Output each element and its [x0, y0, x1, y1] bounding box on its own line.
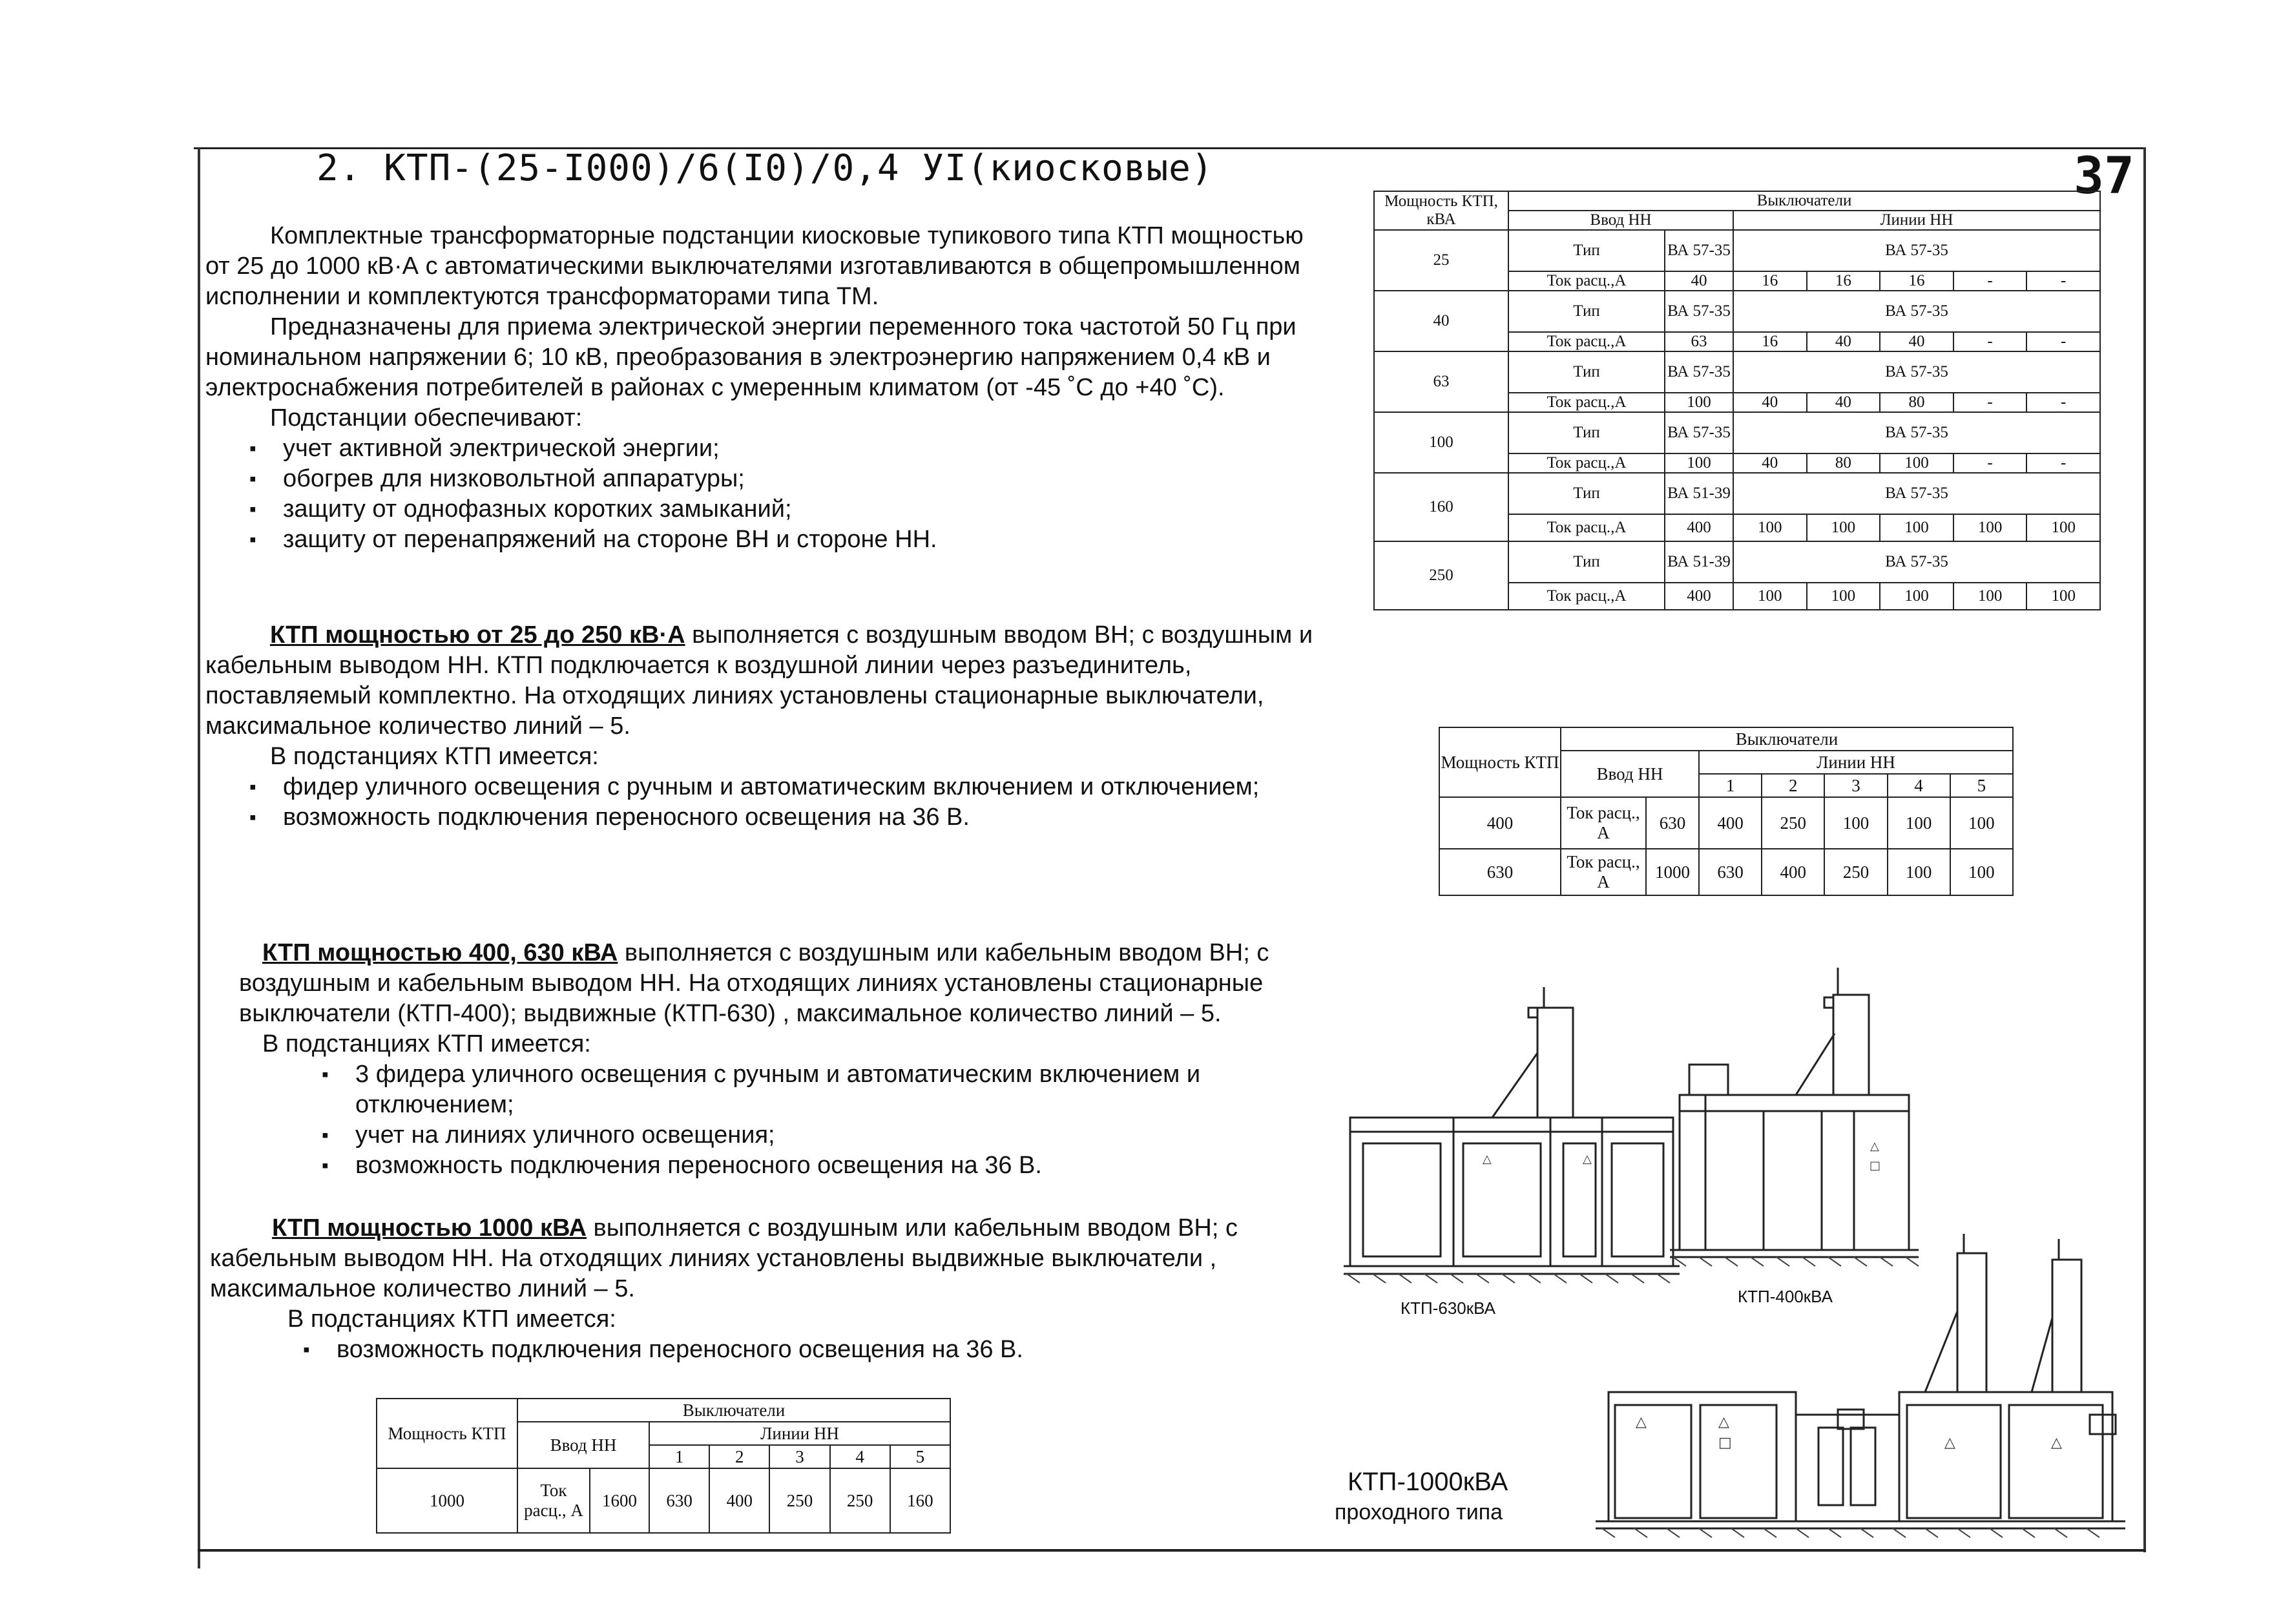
table-cell-line-number: 2 [1762, 774, 1824, 797]
table-cell: ВА 57-35 [1733, 412, 2100, 453]
table-cell: 100 [1665, 393, 1733, 412]
table-cell-power: 25 [1374, 230, 1508, 291]
table-cell: 100 [1733, 583, 1807, 610]
table-cell: 630 [649, 1468, 709, 1533]
section-400-630 [239, 938, 1298, 1181]
table-cell: 16 [1807, 271, 1880, 291]
table-cell: 40 [1733, 453, 1807, 473]
section-bullet-list [278, 1059, 1298, 1181]
table-cell-power: 40 [1374, 291, 1508, 351]
table-cell-label: Тип [1508, 291, 1665, 332]
table-cell-label: Ток расц.,А [1508, 583, 1665, 610]
table-cell: 80 [1880, 393, 1953, 412]
intro-paragraph-2: Предназначены для приема электрической энергии переменного тока частотой 50 Гц при номинальном напряжении 6; 10 кВ, преобразования в электроэнергию напряжением 0,4 кВ и электроснабжения потребителей в районах с умеренным климатом (от -45 ˚С до +40 ˚С). [205, 313, 1297, 401]
section-heading: КТП мощностью 1000 кВА [272, 1214, 587, 1242]
table-cell: 40 [1807, 332, 1880, 351]
caption-ktp-400: КТП-400кВА [1738, 1287, 1833, 1306]
table-cell-power: 1000 [377, 1468, 517, 1533]
table-cell-power: 630 [1439, 849, 1561, 895]
table-cell: - [1953, 453, 2027, 473]
table-cell: 630 [1699, 849, 1762, 895]
section-subheading: В подстанциях КТП имеется: [270, 743, 599, 770]
header-switches: Выключатели [1561, 727, 2013, 751]
table-cell-label: Ток расц.,А [1508, 514, 1665, 541]
table-cell: ВА 57-35 [1733, 291, 2100, 332]
frame-left-line [198, 147, 200, 1568]
table-cell-label: Тип [1508, 351, 1665, 393]
table-cell-line-number: 4 [830, 1445, 890, 1468]
table-cell: 400 [1665, 583, 1733, 610]
table-cell: - [1953, 393, 2027, 412]
section-text: выполняется с воздушным или кабельным вводом ВН; с кабельным выводом НН. На отходящих линиях установлены выдвижные выключатели , максимальное количество линий – 5. [210, 1214, 1238, 1302]
table-cell: 100 [1950, 797, 2013, 849]
section-heading: КТП мощностью от 25 до 250 кВ·А [270, 621, 685, 649]
table-cell: - [2026, 332, 2100, 351]
header-lines: Линии НН [1699, 751, 2013, 774]
table-cell: 100 [1807, 514, 1880, 541]
table-cell-line-number: 3 [769, 1445, 829, 1468]
switches-table-1000 [376, 1398, 951, 1534]
table-cell: 16 [1880, 271, 1953, 291]
table-cell-label: Ток расц.,А [1508, 393, 1665, 412]
frame-right-line [2143, 147, 2146, 1552]
list-item: ▪ возможность подключения переносного освещения на 36 В. [205, 802, 1342, 833]
svg-text:△: △ [1944, 1435, 1955, 1451]
list-item: ▪ учет на линиях уличного освещения; [278, 1120, 1298, 1150]
svg-text:△: △ [2051, 1435, 2062, 1451]
list-item: ▪ обогрев для низковольтной аппаратуры; [205, 464, 1317, 494]
table-cell-label: Тип [1508, 473, 1665, 514]
table-cell: ВА 57-35 [1665, 351, 1733, 393]
section-heading: КТП мощностью 400, 630 кВА [262, 939, 618, 966]
table-cell-label: Ток расц.,А [1508, 453, 1665, 473]
table-cell: 100 [1888, 849, 1950, 895]
table-cell: - [2026, 271, 2100, 291]
table-cell: 100 [2026, 514, 2100, 541]
svg-text:□: □ [1870, 1159, 1881, 1172]
table-cell-line-number: 1 [1699, 774, 1762, 797]
intro-paragraph-1: Комплектные трансформаторные подстанции киосковые тупикового типа КТП мощностью от 25 до 1000 кВ·А с автоматическими выключателями изготавливаются в общепромышленном исполнении и комплектуются трансформаторами типа ТМ. [205, 222, 1304, 310]
table-cell: - [1953, 332, 2027, 351]
section-subheading: В подстанциях КТП имеется: [287, 1306, 616, 1333]
table-cell-label: Ток расц.,А [1508, 271, 1665, 291]
table-cell: ВА 57-35 [1733, 351, 2100, 393]
table-cell-label: Ток расц., А [1561, 849, 1646, 895]
header-input: Ввод НН [517, 1422, 649, 1468]
table-cell: - [1953, 271, 2027, 291]
switches-table-400-630 [1439, 727, 2014, 896]
table-cell: 250 [769, 1468, 829, 1533]
section-text: выполняется с воздушным вводом ВН; с воздушным и кабельным выводом НН. КТП подключается к воздушной линии через разъединитель, поставляемый комплектно. На отходящих линиях установлены стационарные выключатели, максимальное количество линий – 5. [205, 621, 1313, 740]
svg-text:△: △ [1718, 1414, 1729, 1430]
table-cell: 250 [830, 1468, 890, 1533]
frame-bottom-line [198, 1549, 2146, 1552]
list-item: ▪ защиту от однофазных коротких замыканий; [205, 494, 1317, 525]
svg-text:△: △ [1636, 1414, 1647, 1430]
table-cell: 100 [1880, 514, 1953, 541]
table-cell-label: Ток расц.,А [1508, 332, 1665, 351]
table-cell: 100 [1665, 453, 1733, 473]
table-cell-label: Тип [1508, 412, 1665, 453]
table-cell-line-number: 3 [1824, 774, 1887, 797]
table-cell-label: Тип [1508, 541, 1665, 583]
table-cell: 250 [1762, 797, 1824, 849]
svg-text:△: △ [1483, 1152, 1492, 1166]
list-item: ▪ возможность подключения переносного освещения на 36 В. [259, 1335, 1295, 1365]
table-cell-label: Тип [1508, 230, 1665, 271]
table-cell-power: 100 [1374, 412, 1508, 473]
caption-ktp-630: КТП-630кВА [1401, 1298, 1495, 1318]
header-switches: Выключатели [1508, 191, 2100, 211]
table-cell: 40 [1807, 393, 1880, 412]
table-cell: 63 [1665, 332, 1733, 351]
table-cell: 1000 [1646, 849, 1699, 895]
table-cell-power: 160 [1374, 473, 1508, 541]
table-cell: 250 [1824, 849, 1887, 895]
table-cell: 16 [1733, 271, 1807, 291]
list-item: ▪ учет активной электрической энергии; [205, 433, 1317, 464]
header-power: Мощность КТП [377, 1399, 517, 1468]
list-item: ▪ 3 фидера уличного освещения с ручным и автоматическим включением и отключением; [278, 1059, 1298, 1120]
section-bullet-list [205, 772, 1342, 833]
table-cell: 100 [1953, 514, 2027, 541]
table-cell-line-number: 4 [1888, 774, 1950, 797]
header-input: Ввод НН [1508, 211, 1733, 230]
list-item: ▪ защиту от перенапряжений на стороне ВН и стороне НН. [205, 525, 1317, 555]
svg-text:△: △ [1870, 1140, 1879, 1153]
table-cell: 100 [2026, 583, 2100, 610]
header-lines: Линии НН [649, 1422, 950, 1445]
table-cell: ВА 57-35 [1733, 230, 2100, 271]
table-cell-power: 400 [1439, 797, 1561, 849]
table-cell: 80 [1807, 453, 1880, 473]
page-number: 37 [2074, 147, 2134, 205]
table-cell: 100 [1950, 849, 2013, 895]
table-cell: 100 [1953, 583, 2027, 610]
table-cell: 400 [1699, 797, 1762, 849]
table-cell: ВА 51-39 [1665, 541, 1733, 583]
table-cell: ВА 57-35 [1665, 291, 1733, 332]
svg-text:△: △ [1583, 1152, 1592, 1166]
section-25-250 [205, 620, 1342, 833]
table-cell: 630 [1646, 797, 1699, 849]
table-cell: 40 [1733, 393, 1807, 412]
header-power: Мощность КТП [1439, 727, 1561, 797]
ktp-1000-drawing [1596, 1227, 2125, 1544]
intro-section [205, 221, 1317, 555]
table-cell: 1600 [590, 1468, 649, 1533]
list-item: ▪ возможность подключения переносного освещения на 36 В. [278, 1150, 1298, 1181]
table-cell: 400 [1762, 849, 1824, 895]
table-cell: 400 [1665, 514, 1733, 541]
table-cell-line-number: 5 [1950, 774, 2013, 797]
section-bullet-list [259, 1335, 1295, 1365]
table-cell: ВА 51-39 [1665, 473, 1733, 514]
page-title: 2. КТП-(25-I000)/6(I0)/0,4 УI(киосковые) [317, 147, 1214, 189]
table-cell: 100 [1807, 583, 1880, 610]
switches-table-25-250 [1373, 191, 2101, 610]
caption-ktp-1000-type: проходного типа [1335, 1500, 1503, 1525]
section-subheading: В подстанциях КТП имеется: [262, 1030, 591, 1057]
section-1000 [210, 1213, 1295, 1365]
header-switches: Выключатели [517, 1399, 950, 1422]
table-cell: 100 [1824, 797, 1887, 849]
caption-ktp-1000: КТП-1000кВА [1348, 1468, 1508, 1496]
table-cell-line-number: 1 [649, 1445, 709, 1468]
table-cell: 400 [709, 1468, 769, 1533]
table-cell: ВА 57-35 [1665, 230, 1733, 271]
svg-text:□: □ [1718, 1435, 1732, 1451]
table-cell: 40 [1880, 332, 1953, 351]
table-cell-label: Ток расц., А [517, 1468, 590, 1533]
table-cell-power: 250 [1374, 541, 1508, 610]
table-cell: - [2026, 393, 2100, 412]
table-cell: 100 [1880, 583, 1953, 610]
table-cell: 100 [1888, 797, 1950, 849]
section-text: выполняется с воздушным или кабельным вводом ВН; с воздушным и кабельным выводом НН. На отходящих линиях установлены стационарные выключатели (КТП-400); выдвижные (КТП-630) , максимальное количество линий – 5. [239, 939, 1269, 1027]
table-cell-label: Ток расц., А [1561, 797, 1646, 849]
table-cell: 100 [1733, 514, 1807, 541]
intro-bullet-list [205, 433, 1317, 555]
header-lines: Линии НН [1733, 211, 2100, 230]
table-cell: 100 [1880, 453, 1953, 473]
header-power: Мощность КТП, кВА [1374, 191, 1508, 230]
table-cell: 40 [1665, 271, 1733, 291]
table-cell: 16 [1733, 332, 1807, 351]
intro-paragraph-3: Подстанции обеспечивают: [270, 404, 583, 432]
table-cell-line-number: 2 [709, 1445, 769, 1468]
table-cell-power: 63 [1374, 351, 1508, 412]
header-input: Ввод НН [1561, 751, 1699, 797]
table-cell: - [2026, 453, 2100, 473]
table-cell-line-number: 5 [890, 1445, 950, 1468]
table-cell: ВА 57-35 [1733, 541, 2100, 583]
table-cell: ВА 57-35 [1665, 412, 1733, 453]
table-cell: 160 [890, 1468, 950, 1533]
list-item: ▪ фидер уличного освещения с ручным и автоматическим включением и отключением; [205, 772, 1342, 802]
table-cell: ВА 57-35 [1733, 473, 2100, 514]
